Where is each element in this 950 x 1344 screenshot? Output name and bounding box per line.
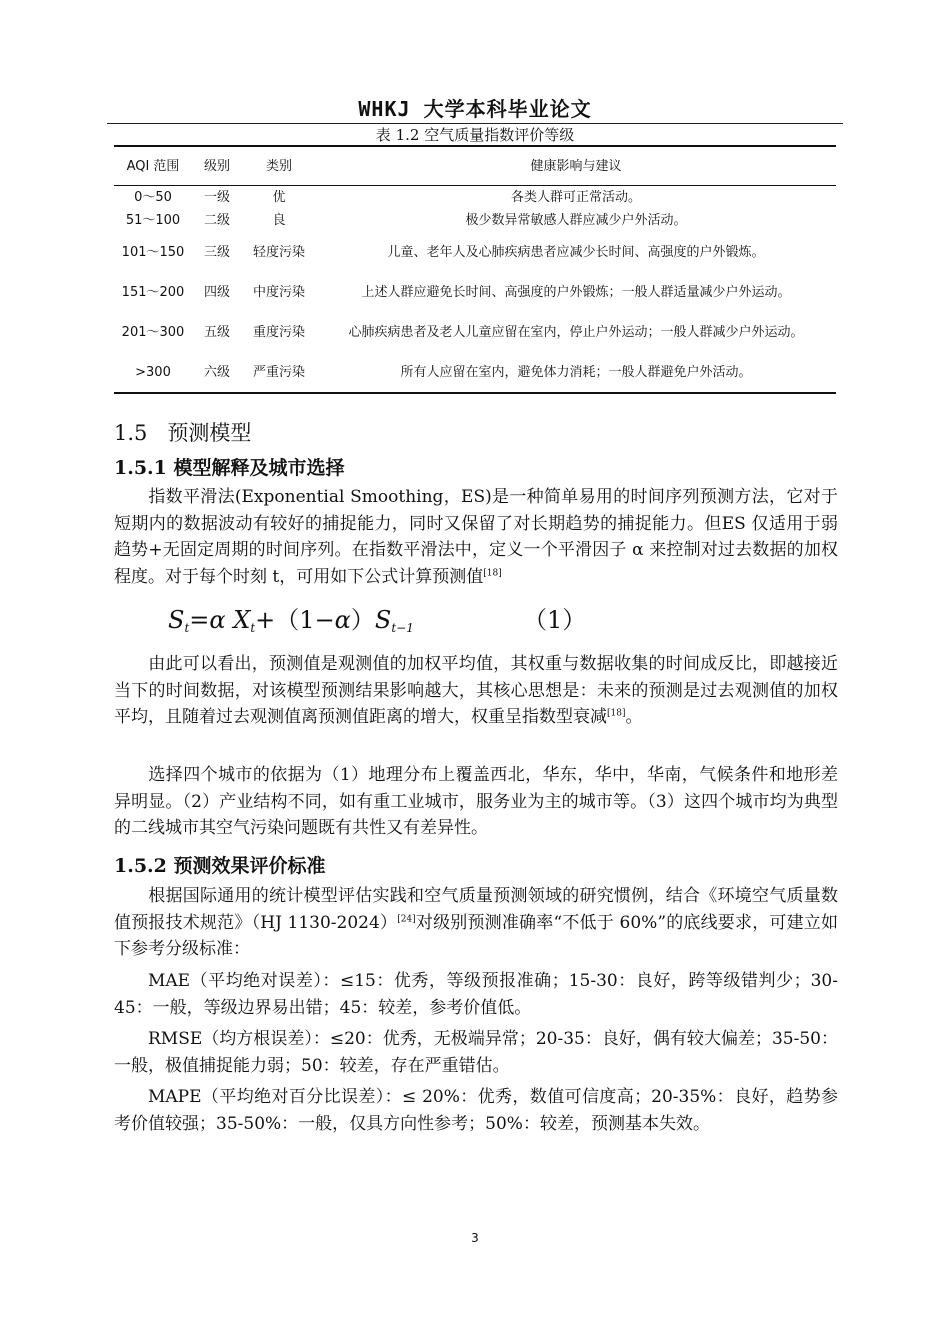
paragraph-rmse xyxy=(114,1026,838,1079)
column-header-range: AQI 范围 xyxy=(114,146,192,186)
subsection-heading-1: 1.5.1 模型解释及城市选择 xyxy=(114,457,345,479)
subsection-heading-2: 1.5.2 预测效果评价标准 xyxy=(114,855,326,877)
cell-range: 201～300 xyxy=(121,324,185,340)
cell-category: 中度污染 xyxy=(252,284,305,300)
table-caption: 表 1.2 空气质量指数评价等级 xyxy=(375,126,575,144)
smoothing-formula xyxy=(168,598,648,642)
formula-paren: ） xyxy=(350,606,375,634)
cell-advice: 上述人群应避免长时间、高强度的户外锻炼；一般人群适量减少户外运动。 xyxy=(361,284,791,300)
formula-symbol-s: S xyxy=(168,606,185,634)
paragraph-text: 根据国际通用的统计模型评估实践和空气质量预测领域的研究惯例，结合《环境空气质量数值预报技术规范》（HJ 1130-2024） xyxy=(114,886,838,933)
paragraph-text: 对级别预测准确率“不低于 60%”的底线要求，可建立如下参考分级标准： xyxy=(114,912,838,959)
cell-range: >300 xyxy=(135,364,171,380)
cell-advice: 儿童、老年人及心肺疾病患者应减少长时间、高强度的户外锻炼。 xyxy=(387,244,765,260)
header-rule xyxy=(107,123,843,124)
cell-level: 五级 xyxy=(203,324,230,340)
citation-ref: [18] xyxy=(483,567,502,578)
table-row xyxy=(114,272,836,312)
citation-ref: [18] xyxy=(607,708,626,719)
table-row xyxy=(114,352,836,393)
cell-advice: 所有人应留在室内，避免体力消耗；一般人群避免户外活动。 xyxy=(400,364,752,380)
section-number: 1.5 xyxy=(114,421,148,445)
paragraph-text: 由此可以看出，预测值是观测值的加权平均值，其权重与数据收集的时间成反比，即越接近当下的时间数据，对该模型预测结果影响越大，其核心思想是：未来的预测是过去观测值的加权平均，且随着过去观测值离预测值距离的增大，权重呈指数型衰减 xyxy=(114,654,838,727)
column-header-level: 级别 xyxy=(192,146,242,186)
formula-alpha: α xyxy=(209,606,226,634)
formula-operator: + xyxy=(255,606,276,634)
table-header-row xyxy=(114,146,836,186)
cell-level: 一级 xyxy=(203,190,230,205)
cell-range: 151～200 xyxy=(121,284,185,300)
section-title: 预测模型 xyxy=(167,421,252,445)
formula-subscript: t xyxy=(250,621,256,635)
cell-range: 0～50 xyxy=(134,190,172,205)
paragraph-city-selection xyxy=(114,762,838,842)
paragraph-mape xyxy=(114,1084,838,1137)
formula-operator: = xyxy=(189,606,210,634)
formula-one: 1 xyxy=(299,606,315,634)
paragraph-text: MAPE（平均绝对百分比误差）：≤ 20%：优秀，数值可信度高；20-35%：良好，趋势参考价值较强；35-50%：一般，仅具方向性参考；50%：较差，预测基本失效。 xyxy=(114,1087,838,1134)
table-row xyxy=(114,312,836,352)
formula-paren: （ xyxy=(275,606,300,634)
equation-number: （1） xyxy=(523,606,587,634)
paragraph-text: 指数平滑法(Exponential Smoothing，ES)是一种简单易用的时间序列预测方法，它对于短期内的数据波动有较好的捕捉能力，同时又保留了对长期趋势的捕捉能力。但ES 仅适用于弱趋势+无固定周期的时间序列。在指数平滑法中，定义一个平滑因子 α 来控制对过去数据的加权程度。对于每个时刻 t，可用如下公式计算预测值 xyxy=(114,487,838,587)
paragraph-text: 选择四个城市的依据为（1）地理分布上覆盖西北，华东，华中，华南，气候条件和地形差异明显。（2）产业结构不同，如有重工业城市，服务业为主的城市等。（3）这四个城市均为典型的二线城市其空气污染问题既有共性又有差异性。 xyxy=(114,765,838,838)
formula-subscript: t xyxy=(184,621,190,635)
running-header: WHKJ 大学本科毕业论文 xyxy=(358,97,592,121)
column-header-advice: 健康影响与建议 xyxy=(316,146,836,186)
cell-category: 严重污染 xyxy=(252,364,305,380)
formula-subscript: t−1 xyxy=(391,621,414,635)
table-row xyxy=(114,186,836,210)
table-row xyxy=(114,209,836,232)
aqi-table xyxy=(114,145,836,394)
table-row xyxy=(114,232,836,272)
cell-level: 六级 xyxy=(203,364,230,380)
cell-advice: 心肺疾病患者及老人儿童应留在室内，停止户外运动；一般人群减少户外运动。 xyxy=(348,324,804,340)
paragraph-mae xyxy=(114,968,838,1021)
formula-symbol-s: S xyxy=(374,606,392,634)
cell-category: 良 xyxy=(272,213,286,228)
column-header-category: 类别 xyxy=(242,146,316,186)
page-number: 3 xyxy=(471,1231,479,1245)
cell-level: 四级 xyxy=(203,284,230,300)
cell-category: 轻度污染 xyxy=(252,244,305,260)
cell-range: 101～150 xyxy=(121,244,185,260)
paragraph-text: RMSE（均方根误差）：≤20：优秀，无极端异常；20-35：良好，偶有较大偏差；35-50：一般，极值捕捉能力弱；50：较差，存在严重错估。 xyxy=(114,1029,838,1076)
paragraph-weighted-average xyxy=(114,651,838,731)
cell-level: 三级 xyxy=(203,244,230,260)
cell-category: 优 xyxy=(272,190,286,205)
paragraph-end: 。 xyxy=(625,707,643,727)
formula-symbol-x: X xyxy=(233,606,251,634)
cell-advice: 极少数异常敏感人群应减少户外活动。 xyxy=(465,213,687,228)
section-heading xyxy=(114,418,251,448)
formula-alpha: α xyxy=(334,606,351,634)
paragraph-evaluation-standard xyxy=(114,883,838,963)
cell-level: 二级 xyxy=(203,213,230,228)
paragraph-text: MAE（平均绝对误差）：≤15：优秀，等级预报准确；15-30：良好，跨等级错判少；30-45：一般，等级边界易出错；45：较差，参考价值低。 xyxy=(114,971,838,1018)
cell-category: 重度污染 xyxy=(252,324,305,340)
cell-advice: 各类人群可正常活动。 xyxy=(510,190,641,205)
paragraph-exponential-smoothing xyxy=(114,484,838,590)
cell-range: 51～100 xyxy=(125,213,181,228)
formula-operator: − xyxy=(314,606,335,634)
citation-ref: [24] xyxy=(397,913,416,924)
